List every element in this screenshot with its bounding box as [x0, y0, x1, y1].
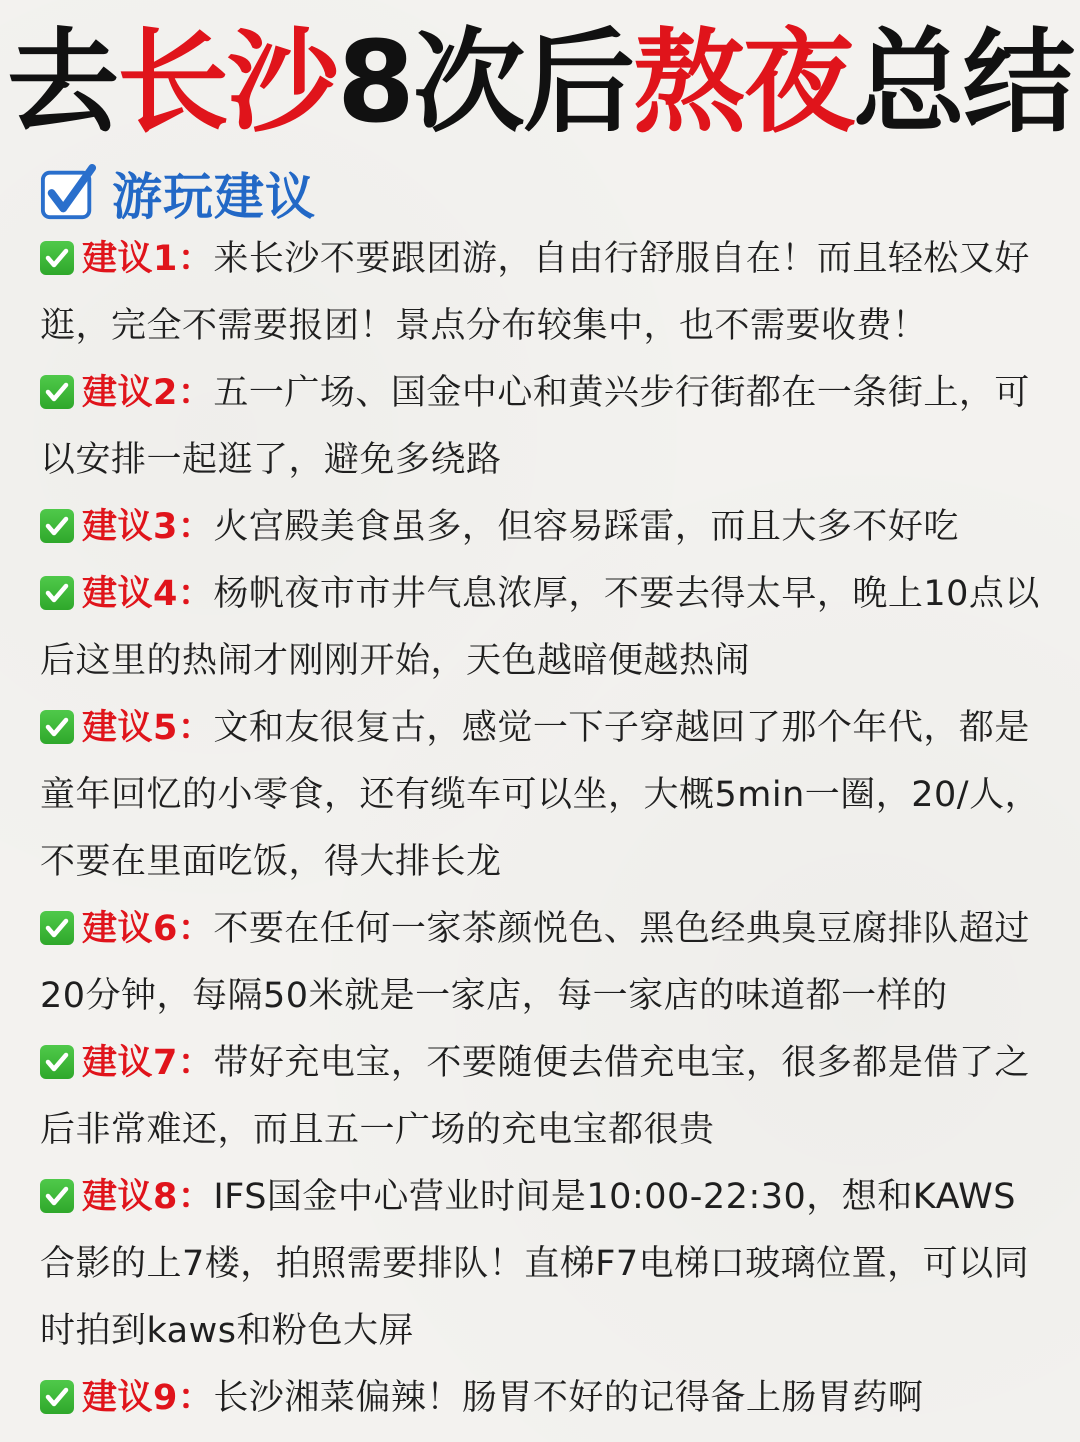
section-header [40, 158, 316, 228]
title-part: 去 [7, 18, 118, 148]
check-icon [40, 1179, 74, 1213]
tip-label: 建议5： [82, 708, 214, 748]
title-part: 8次后 [337, 18, 633, 148]
check-icon [40, 509, 74, 543]
tip-item [40, 1030, 1050, 1164]
tip-item [40, 695, 1050, 896]
check-icon [40, 375, 74, 409]
tip-text: 长沙湘菜偏辣！肠胃不好的记得备上肠胃药啊 [213, 1378, 924, 1418]
checkbox-icon [40, 164, 98, 222]
tip-label: 建议2： [82, 373, 214, 413]
tip-label: 建议9： [82, 1378, 214, 1418]
tip-item [40, 896, 1050, 1030]
title-part: 熬夜 [632, 18, 853, 148]
tip-item [40, 1164, 1050, 1365]
check-icon [40, 576, 74, 610]
tip-text: IFS国金中心营业时间是10:00-22:30，想和KAWS合影的上7楼，拍照需要排队！直梯F7电梯口玻璃位置，可以同时拍到kaws和粉色大屏 [40, 1177, 1030, 1351]
title-part: 总结 [852, 18, 1073, 148]
tip-label: 建议4： [82, 574, 214, 614]
tip-text: 杨帆夜市市井气息浓厚，不要去得太早，晚上10点以后这里的热闹才刚刚开始，天色越暗便越热闹 [40, 574, 1040, 681]
tip-label: 建议3： [82, 507, 214, 547]
tip-text: 带好充电宝，不要随便去借充电宝，很多都是借了之后非常难还，而且五一广场的充电宝都很贵 [40, 1043, 1030, 1150]
section-title: 游玩建议 [112, 168, 316, 226]
tip-text: 五一广场、国金中心和黄兴步行街都在一条街上，可以安排一起逛了，避免多绕路 [40, 373, 1030, 480]
tip-item [40, 561, 1050, 695]
tip-item [40, 1365, 1050, 1432]
tips-list [40, 226, 1050, 1432]
title-part: 长沙 [117, 18, 338, 148]
tip-item [40, 494, 1050, 561]
page-title [0, 18, 1080, 148]
tip-text: 不要在任何一家茶颜悦色、黑色经典臭豆腐排队超过20分钟，每隔50米就是一家店，每一家店的味道都一样的 [40, 909, 1030, 1016]
check-icon [40, 911, 74, 945]
tip-item [40, 360, 1050, 494]
tip-item [40, 226, 1050, 360]
tip-label: 建议1： [82, 239, 214, 279]
tip-text: 火宫殿美食虽多，但容易踩雷，而且大多不好吃 [213, 507, 959, 547]
check-icon [40, 241, 74, 275]
tip-text: 文和友很复古，感觉一下子穿越回了那个年代，都是童年回忆的小零食，还有缆车可以坐，大概5min一圈，20/人，不要在里面吃饭，得大排长龙 [40, 708, 1041, 882]
check-icon [40, 710, 74, 744]
tip-label: 建议7： [82, 1043, 214, 1083]
check-icon [40, 1045, 74, 1079]
tip-label: 建议6： [82, 909, 214, 949]
tip-label: 建议8： [82, 1177, 214, 1217]
tip-text: 来长沙不要跟团游，自由行舒服自在！而且轻松又好逛，完全不需要报团！景点分布较集中，也不需要收费！ [40, 239, 1030, 346]
check-icon [40, 1380, 74, 1414]
